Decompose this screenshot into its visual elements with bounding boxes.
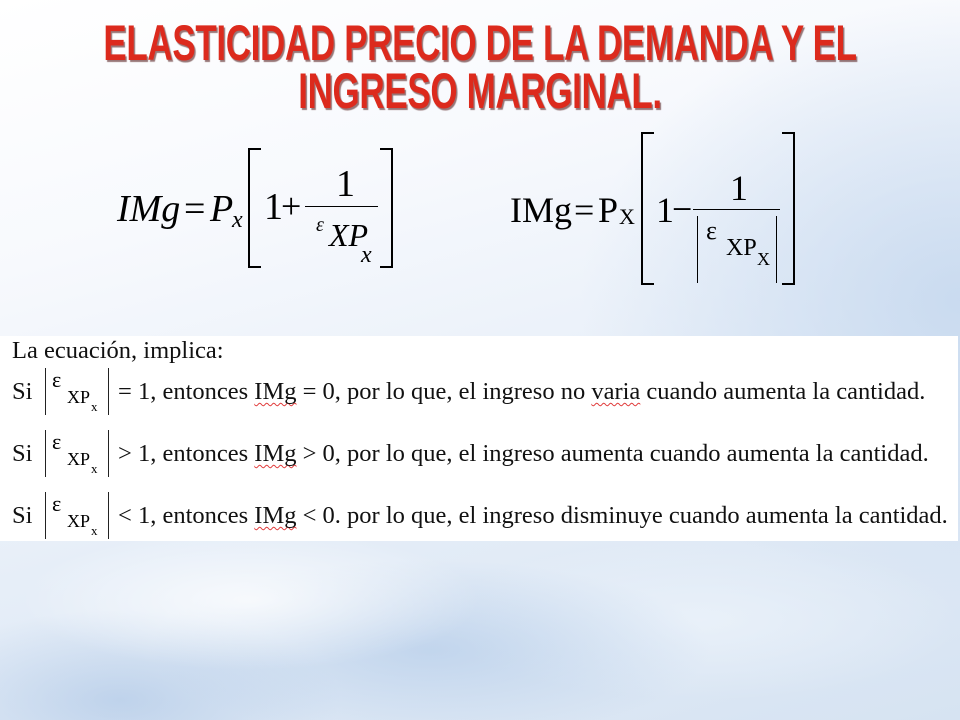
img-term: IMg xyxy=(254,378,297,405)
abs-value-bar-right xyxy=(776,216,777,283)
formula-lhs: IMg xyxy=(510,190,572,230)
implication-statement xyxy=(118,504,948,529)
elasticity-subscript: XP xyxy=(329,217,369,253)
formula-one: 1 xyxy=(264,186,283,228)
left-bracket xyxy=(248,148,261,268)
implication-row xyxy=(0,368,958,416)
fraction-bar xyxy=(693,209,780,210)
abs-value-bar-right xyxy=(108,368,109,415)
slide-title-line-2: INGRESO MARGINAL. xyxy=(298,63,662,119)
img-term: IMg xyxy=(254,502,297,529)
elasticity-sub-subscript: x xyxy=(91,523,98,538)
slide-title-line-1: ELASTICIDAD PRECIO DE LA DEMANDA Y EL xyxy=(103,15,857,71)
elasticity-subscript: XP xyxy=(67,511,91,531)
relation-text: > 1, entonces xyxy=(118,440,249,467)
elasticity-sub-subscript: x xyxy=(91,399,98,414)
formula-minus: − xyxy=(672,189,693,229)
implications-box xyxy=(0,336,958,541)
fraction-numerator: 1 xyxy=(730,168,748,208)
abs-value-bar-left xyxy=(45,368,46,415)
left-bracket xyxy=(641,132,654,285)
abs-value-bar-right xyxy=(108,492,109,539)
implication-statement xyxy=(118,442,929,467)
row-si: Si xyxy=(12,440,33,467)
elasticity-abs-value xyxy=(44,492,112,540)
elasticity-subscript: XP xyxy=(726,235,757,261)
result-text: = 0, por lo que, el ingreso no xyxy=(302,378,586,405)
relation-text: = 1, entonces xyxy=(118,378,249,405)
formula-price: P xyxy=(598,190,619,230)
abs-value-bar-left xyxy=(697,216,698,283)
abs-value-bar-right xyxy=(108,430,109,477)
formula-plus: + xyxy=(281,186,302,226)
implications-intro: La ecuación, implica: xyxy=(12,337,224,364)
formula-price-subscript: x xyxy=(232,207,243,233)
elasticity-sub-subscript: x xyxy=(361,242,372,268)
formula-equals: = xyxy=(574,190,595,230)
elasticity-symbol: ε xyxy=(52,367,62,392)
right-bracket xyxy=(782,132,795,285)
flagged-word: varia xyxy=(591,378,641,405)
slide-title xyxy=(0,0,960,120)
elasticity-subscript: XP xyxy=(67,449,91,469)
row-si: Si xyxy=(12,502,33,529)
elasticity-symbol: ε xyxy=(316,214,324,236)
marginal-revenue-formula-left xyxy=(105,140,405,275)
elasticity-subscript: XP xyxy=(67,387,91,407)
result-text: < 0. por lo que, el ingreso disminuye cuando aumenta la cantidad. xyxy=(302,502,948,529)
tail-text: cuando aumenta la cantidad. xyxy=(646,378,926,405)
formula-one: 1 xyxy=(656,190,674,230)
formula-lhs: IMg xyxy=(117,188,181,230)
implication-statement xyxy=(118,380,925,405)
formula-price: P xyxy=(210,188,234,230)
elasticity-sub-subscript: X xyxy=(757,249,770,269)
elasticity-symbol: ε xyxy=(706,216,717,245)
elasticity-abs-value xyxy=(44,430,112,478)
elasticity-abs-value xyxy=(44,368,112,416)
marginal-revenue-formula-right xyxy=(500,125,805,295)
abs-value-bar-left xyxy=(45,492,46,539)
elasticity-symbol: ε xyxy=(52,491,62,516)
elasticity-symbol: ε xyxy=(52,429,62,454)
formula-equals: = xyxy=(184,188,206,230)
elasticity-sub-subscript: x xyxy=(91,461,98,476)
implication-row xyxy=(0,492,958,540)
fraction-bar xyxy=(305,206,378,207)
img-term: IMg xyxy=(254,440,297,467)
right-bracket xyxy=(380,148,393,268)
result-text: > 0, por lo que, el ingreso aumenta cuando aumenta la cantidad. xyxy=(302,440,929,467)
implication-row xyxy=(0,430,958,478)
row-si: Si xyxy=(12,378,33,405)
relation-text: < 1, entonces xyxy=(118,502,249,529)
abs-value-bar-left xyxy=(45,430,46,477)
formula-price-subscript: X xyxy=(619,204,635,229)
fraction-numerator: 1 xyxy=(336,163,355,205)
